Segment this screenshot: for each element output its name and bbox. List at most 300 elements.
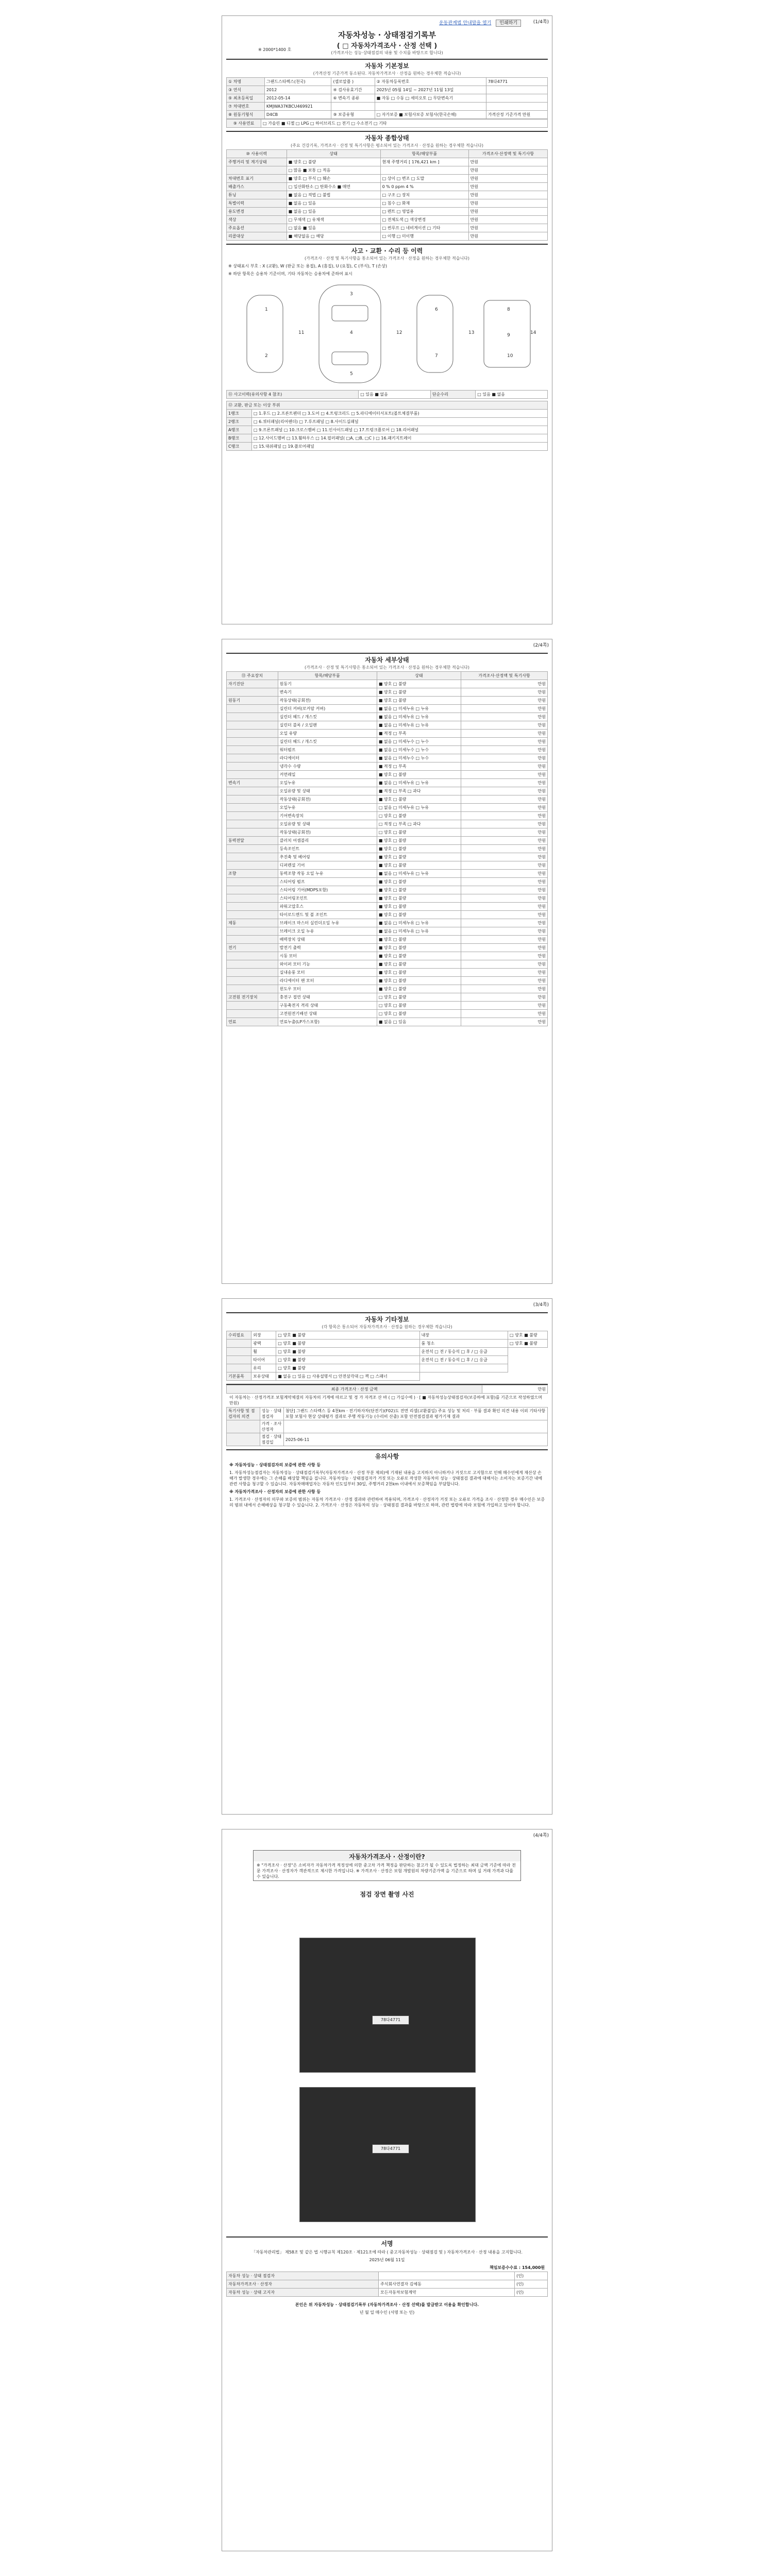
detail-cell <box>227 754 278 762</box>
state-row-cell: □ 침수 □ 화재 <box>380 199 468 208</box>
detail-cell: 스티어링조인트 <box>278 894 377 903</box>
opinion-amount: 만원 <box>482 1385 548 1394</box>
state-row <box>227 166 548 175</box>
detail-col-header: 상태 <box>377 672 461 680</box>
detail-cell <box>227 878 278 886</box>
detail-cell <box>227 721 278 730</box>
basic-row-cell: ④ 검사유효기간 <box>331 86 375 94</box>
replace-row-cell: 2랭크 <box>227 418 252 426</box>
detail-cell: ■ 양호 □ 불량 <box>377 771 461 779</box>
detail-row <box>227 812 548 820</box>
signer-row-cell: (인) <box>515 2289 548 2297</box>
state-row-cell: □ 구조 □ 장치 <box>380 191 468 199</box>
basic-row-cell: 2012 <box>264 86 331 94</box>
replace-row <box>227 426 548 434</box>
state-header: 자동차 종합상태 <box>365 134 409 142</box>
basic-row-cell: □ 자가보증 ■ 보험사보증 보험사(한국손해) <box>375 111 486 119</box>
detail-cell: ■ 양호 □ 불량 <box>377 688 461 697</box>
detail-cell: ■ 없음 □ 미세누유 □ 누유 <box>377 713 461 721</box>
detail-cell: 발전기 출력 <box>278 944 377 952</box>
state-row-cell: 배출가스 <box>227 183 287 191</box>
detail-cell: □ 양호 □ 불량 <box>377 1002 461 1010</box>
detail-row <box>227 680 548 688</box>
state-row-cell: □ 썬루프 □ 네비게이션 □ 기타 <box>380 224 468 232</box>
state-row <box>227 199 548 208</box>
print-button[interactable]: 인쇄하기 <box>496 20 521 27</box>
detail-cell: 커먼레일 <box>278 771 377 779</box>
detail-price-cell: 만원 <box>461 721 547 730</box>
signer-row-cell: 자동차가격조사 · 산정자 <box>227 2280 379 2289</box>
state-row-cell: □ 없음 ■ 있음 <box>287 224 380 232</box>
misc-row <box>227 1340 548 1348</box>
detail-cell <box>227 713 278 721</box>
detail-cell: 실린더 헤드 / 개스킷 <box>278 713 377 721</box>
detail-cell: ■ 양호 □ 불량 <box>377 952 461 960</box>
state-row-cell <box>380 166 468 175</box>
rear-photo <box>299 2087 476 2222</box>
info-box-header: 자동차가격조사 · 산정이란? <box>254 1851 520 1861</box>
detail-col-header: 항목/해당부품 <box>278 672 377 680</box>
detail-price-cell: 만원 <box>461 845 547 853</box>
front-plate: 78다4771 <box>372 2015 409 2025</box>
sign-row-cell: 가격 · 조사산정자 <box>260 1420 283 1433</box>
rear-plate: 78다4771 <box>372 2144 409 2154</box>
detail-cell: ■ 양호 □ 불량 <box>377 680 461 688</box>
detail-row <box>227 697 548 705</box>
misc-row-cell: 내장 <box>419 1331 508 1340</box>
detail-row <box>227 705 548 713</box>
detail-cell: 스티어링 펌프 <box>278 878 377 886</box>
detail-row <box>227 1002 548 1010</box>
accident-legend-2: ※ 하단 항목은 승용차 기준이며, 기타 자동차는 승용차에 준하여 표시 <box>228 272 352 276</box>
basic-row-cell: ⑨ 보증유형 <box>331 111 375 119</box>
detail-row <box>227 779 548 787</box>
replace-row <box>227 443 548 451</box>
detail-cell: 오일유량 및 상태 <box>278 787 377 795</box>
detail-row <box>227 804 548 812</box>
detail-cell: 고전원 전기장치 <box>227 993 278 1002</box>
state-row-cell: □ 전체도색 □ 색상변경 <box>380 216 468 224</box>
document-note: (가격조사는 성능·상태점검의 내용 및 수치를 바탕으로 합니다) <box>331 50 443 55</box>
detail-row <box>227 936 548 944</box>
detail-row <box>227 894 548 903</box>
detail-cell: 스티어링 기어(MDPS포함) <box>278 886 377 894</box>
caution-section <box>226 1449 548 1509</box>
signer-table <box>226 2272 548 2297</box>
detail-cell: 원동기 <box>278 680 377 688</box>
detail-row <box>227 820 548 828</box>
misc-row-cell <box>227 1340 251 1348</box>
signer-row-cell <box>379 2272 515 2280</box>
detail-cell: ■ 양호 □ 불량 <box>377 960 461 969</box>
replace-row-cell: □ 9.프론트패널 □ 10.크로스멤버 □ 11.인사이드패널 □ 17.트렁크플로어 □ 18.리어패널 <box>252 426 548 434</box>
detail-row <box>227 911 548 919</box>
state-row-cell: 만원 <box>468 208 547 216</box>
misc-row <box>227 1331 548 1340</box>
sign-table <box>226 1407 548 1446</box>
detail-price-cell: 만원 <box>461 927 547 936</box>
detail-cell: 워터펌프 <box>278 746 377 754</box>
caution-text-2: 1. 가격조사 · 산정자의 의무와 보증의 범위는 자동차 가격조사 · 산정 결과와 관련하여 적용되며, 가격조사 · 산정자가 거짓 또는 오류로 가격을 조사 · 산정한 경우 매수인은 보증의 범위 내에서 손해배상을 청구할 수 있습니다. 2. 가격조사 · 산정은 자동차의 성능 · 상태점검 결과를 바탕으로 하며, 관련 법령에 따라 보험에 가입하고 있어야 합니다. <box>229 1497 545 1507</box>
detail-price-cell: 만원 <box>461 861 547 870</box>
misc-row-cell: 운전석 □ 전 / 동승석 □ 후 / □ 응급 <box>419 1348 508 1356</box>
detail-cell: 파워고압호스 <box>278 903 377 911</box>
state-row-cell: 색상 <box>227 216 287 224</box>
detail-price-cell: 만원 <box>461 697 547 705</box>
replace-row <box>227 434 548 443</box>
detail-cell: ■ 없음 □ 미세누수 □ 누수 <box>377 754 461 762</box>
misc-row-cell <box>227 1364 251 1372</box>
detail-price-cell: 만원 <box>461 713 547 721</box>
state-row-cell: 튜닝 <box>227 191 287 199</box>
diagram-label: 3 <box>350 292 353 297</box>
state-row-cell: 주행거리 및 계기상태 <box>227 158 287 166</box>
detail-price-cell: 만원 <box>461 944 547 952</box>
detail-row <box>227 944 548 952</box>
detail-note: (가격조사 · 산정 및 특기사항은 통소되어 있는 가격조사 · 산정을 원하는 경우체한 적습니다) <box>304 665 470 670</box>
misc-row-cell: □ 양호 ■ 불량 <box>508 1340 548 1348</box>
misc-section <box>226 1312 548 1381</box>
detail-cell: ■ 양호 □ 불량 <box>377 944 461 952</box>
misc-row-cell: □ 양호 ■ 불량 <box>276 1364 419 1372</box>
misc-row-cell: 유리 <box>251 1364 276 1372</box>
accident-header: 사고 · 교환 · 수리 등 이력 <box>351 247 423 255</box>
document-number: ※ 2000*1400 호 <box>258 47 292 52</box>
misc-row-cell: 보유상태 <box>251 1372 276 1381</box>
detail-cell: 라디에이터 <box>278 754 377 762</box>
basic-row <box>227 86 548 94</box>
replace-row-cell: □ 1.후드 □ 2.프론트펜더 □ 3.도어 □ 4.트렁크리드 □ 5.라디에이터서포트(볼트체결부품) <box>252 410 548 418</box>
detail-cell <box>227 1010 278 1018</box>
sign-row-cell: 점검 · 상태점검일 <box>260 1433 283 1446</box>
detail-row <box>227 927 548 936</box>
detail-cell: 작동상태(공회전) <box>278 795 377 804</box>
detail-cell <box>227 845 278 853</box>
detail-cell <box>227 911 278 919</box>
detail-price-cell: 만원 <box>461 795 547 804</box>
detail-cell: 와이퍼 모터 기능 <box>278 960 377 969</box>
state-row-cell: ■ 없음 □ 있음 <box>287 199 380 208</box>
basic-row-cell: ② 자동차등록번호 <box>375 78 486 86</box>
misc-note: (각 항목은 통소되어 자동차가격조사 · 산정을 원하는 경우체한 적습니다) <box>322 1325 452 1329</box>
misc-row <box>227 1372 548 1381</box>
page-1 <box>222 15 552 624</box>
detail-row <box>227 738 548 746</box>
detail-row <box>227 993 548 1002</box>
detail-row <box>227 870 548 878</box>
replace-header: ⑫ 교환, 판금 또는 이상 부위 <box>227 401 548 410</box>
detail-price-cell: 만원 <box>461 969 547 977</box>
detail-row <box>227 919 548 927</box>
detail-cell <box>227 903 278 911</box>
detail-row <box>227 746 548 754</box>
state-row-cell: 차대번호 표기 <box>227 175 287 183</box>
diagram-label: 8 <box>507 307 510 312</box>
state-row-cell: 만원 <box>468 158 547 166</box>
detail-cell: 실내송풍 모터 <box>278 969 377 977</box>
replace-row-cell: C랭크 <box>227 443 252 451</box>
sign-row <box>227 1433 548 1446</box>
detail-price-cell: 만원 <box>461 730 547 738</box>
basic-row-cell: ⑥ 변속기 종류 <box>331 94 375 103</box>
detail-price-cell: 만원 <box>461 812 547 820</box>
state-row-cell: 0 % 0 ppm 4 % <box>380 183 468 191</box>
replace-row <box>227 410 548 418</box>
detail-cell: □ 양호 □ 불량 <box>377 1010 461 1018</box>
state-col-header: ⑩ 사용이력 <box>227 150 287 158</box>
detail-cell: ■ 적정 □ 부족 <box>377 762 461 771</box>
fee-label: 책임보증수수료 : 154,000원 <box>489 2265 545 2270</box>
basic-row-cell: ③ 연식 <box>227 86 265 94</box>
detail-row <box>227 985 548 993</box>
diagram-label: 11 <box>298 330 305 335</box>
detail-row <box>227 878 548 886</box>
opinion-section <box>226 1384 548 1446</box>
detail-cell: 등속조인트 <box>278 845 377 853</box>
misc-row-cell: ■ 없음 □ 있음 □ 사용설명서 □ 안전삼각대 □ 잭 □ 스패너 <box>276 1372 419 1381</box>
detail-cell: ■ 양호 □ 불량 <box>377 969 461 977</box>
detail-row <box>227 754 548 762</box>
state-row <box>227 208 548 216</box>
diagram-label: 7 <box>435 353 438 359</box>
misc-row-cell: 기본품목 <box>227 1372 251 1381</box>
diagram-label: 5 <box>350 371 353 377</box>
detail-price-cell: 만원 <box>461 878 547 886</box>
replace-row <box>227 418 548 426</box>
detail-cell: ■ 없음 □ 미세누수 □ 누수 <box>377 746 461 754</box>
detail-cell: ■ 양호 □ 불량 <box>377 853 461 861</box>
detail-price-cell: 만원 <box>461 804 547 812</box>
basic-row-cell: 78다4771 <box>486 78 547 86</box>
state-row-cell: 특별이력 <box>227 199 287 208</box>
state-col-header: 항목/해당부품 <box>380 150 468 158</box>
detail-cell: ■ 양호 □ 불량 <box>377 903 461 911</box>
basic-row-cell: (셀로알플 ) <box>331 78 375 86</box>
detail-cell: ■ 양호 □ 불량 <box>377 936 461 944</box>
sign-header: 서명 <box>226 2236 548 2248</box>
misc-header: 자동차 기타정보 <box>365 1316 409 1323</box>
state-row-cell: 용도변경 <box>227 208 287 216</box>
state-row <box>227 158 548 166</box>
state-row-cell: 만원 <box>468 166 547 175</box>
detail-price-cell: 만원 <box>461 886 547 894</box>
accident-note: (가격조사 · 산정 및 특기사항을 통소되어 있는 가격조사 · 산정을 원하는 경우체한 적습니다) <box>304 256 470 261</box>
detail-price-cell: 만원 <box>461 688 547 697</box>
detail-cell: ■ 양호 □ 불량 <box>377 795 461 804</box>
state-row <box>227 232 548 241</box>
state-row-cell: 현재 주행거리 [ 176,421 km ] <box>380 158 468 166</box>
detail-cell: 작동상태(공회전) <box>278 828 377 837</box>
diagram-label: 10 <box>507 353 513 359</box>
detail-cell: 구동축전지 격리 상태 <box>278 1002 377 1010</box>
info-box-text: ※ "가격조사 · 산정"은 소비자가 자동차가격 적정성에 의한 중고차 가격 책정을 판단하는 참고가 될 수 있도록 법정하는 최대 금액 기준에 따라 전문 가격조사 · 산정자가 객관적으로 제시한 가격입니다. ※ 가격조사 · 산정은 보험 개발원의 차량기준가액 을 기준으로 하며 실 거래 가격과 다를 수 있습니다. <box>257 1863 516 1879</box>
basic-row-cell: ⑤ 최초등록일 <box>227 94 265 103</box>
detail-cell <box>227 853 278 861</box>
detail-cell <box>227 705 278 713</box>
misc-row <box>227 1364 548 1372</box>
detail-cell <box>227 730 278 738</box>
diagram-label: 9 <box>507 333 510 338</box>
detail-cell: ■ 양호 □ 불량 <box>377 837 461 845</box>
basic-row-cell: KMJWA37KBCU469921 <box>264 103 331 111</box>
basic-info-table <box>226 77 548 119</box>
detail-price-cell: 만원 <box>461 919 547 927</box>
caution-text-1: 1. 자동차성능점검자는 자동차성능 · 상태점검기록부(자동차가격조사 · 산정 부분 제외)에 기재된 내용을 고지하지 아니하거나 거짓으로 고지함으로 인해 매수인에게 재산상 손해가 발생한 경우에는 그 손해를 배상할 책임을 집니다. 자동차성능 · 상태점검자가 거짓 또는 오류로 작성한 자동차의 성능 · 상태점검 결과에 대해서는 소비자는 보증기간 내에 관련 사항을 청구할 수 있습니다. 자동차매매업자는 자동차 인도일부터 30일, 주행거리 2천km 이내에서 보증책임을 부담합니다. <box>229 1470 543 1486</box>
misc-row-cell: □ 양호 ■ 불량 <box>276 1340 419 1348</box>
detail-header: 자동차 세부상태 <box>365 656 409 664</box>
detail-cell <box>227 787 278 795</box>
detail-cell: ■ 없음 □ 있음 <box>377 1018 461 1026</box>
car-diagram-svg <box>226 280 546 388</box>
basic-info-section <box>226 59 548 128</box>
state-row-cell <box>227 166 287 175</box>
document-subtitle: ( □ 자동차가격조사 · 산정 선택 ) <box>337 42 438 50</box>
detail-cell: □ 적정 □ 부족 □ 과다 <box>377 820 461 828</box>
misc-row-cell <box>227 1356 251 1364</box>
detail-price-cell: 만원 <box>461 746 547 754</box>
detail-col-header: ⑬ 주요장치 <box>227 672 278 680</box>
detail-cell: □ 양호 □ 불량 <box>377 812 461 820</box>
diagram-label: 4 <box>350 330 353 335</box>
detail-cell: ■ 없음 □ 미세누유 □ 누유 <box>377 927 461 936</box>
state-row-cell: □ 많음 ■ 보통 □ 적음 <box>287 166 380 175</box>
state-row <box>227 216 548 224</box>
basic-row-cell: ⑦ 차대번호 <box>227 103 265 111</box>
detail-cell: 동력조향 작동 오일 누유 <box>278 870 377 878</box>
detail-row <box>227 903 548 911</box>
detail-cell: ■ 양호 □ 불량 <box>377 886 461 894</box>
replace-row-cell: □ 6.쿼터패널(리어펜더) □ 7.루프패널 □ 8.사이드실패널 <box>252 418 548 426</box>
detail-cell <box>227 688 278 697</box>
sign-row <box>227 1408 548 1420</box>
detail-cell: ■ 없음 □ 미세누유 □ 누유 <box>377 870 461 878</box>
page-number: (3/4쪽) <box>533 1302 549 1308</box>
accident-cell: ⑪ 사고이력(유의사항 4 참조) <box>227 391 359 399</box>
detail-cell <box>227 960 278 969</box>
detail-price-cell: 만원 <box>461 754 547 762</box>
detail-cell: 연료누출(LP가스포함) <box>278 1018 377 1026</box>
state-table <box>226 149 548 241</box>
basic-info-note: (가격산정 기준가격 동소된다. 자동차가격조사 · 산정을 원하는 경우체한 적습니다) <box>313 71 461 76</box>
detail-cell: ■ 없음 □ 미세누유 □ 누유 <box>377 721 461 730</box>
detail-row <box>227 1018 548 1026</box>
state-row-cell: 만원 <box>468 175 547 183</box>
detail-cell <box>227 762 278 771</box>
detail-cell: ■ 양호 □ 불량 <box>377 878 461 886</box>
detail-cell: 동력전달 <box>227 837 278 845</box>
detail-cell: 실린더 커버(로커암 커버) <box>278 705 377 713</box>
detail-cell <box>227 795 278 804</box>
top-bar <box>439 19 521 26</box>
state-row-cell: 주요옵션 <box>227 224 287 232</box>
detail-section <box>226 653 548 1026</box>
detail-cell: ■ 양호 □ 불량 <box>377 977 461 985</box>
car-windshield <box>332 306 368 321</box>
state-row-cell: ■ 양호 □ 불량 <box>287 158 380 166</box>
signer-row-cell: 모든자동차보험계약 <box>379 2289 515 2297</box>
misc-row-cell: 수리필요 <box>227 1331 251 1340</box>
detail-row <box>227 721 548 730</box>
detail-cell <box>227 804 278 812</box>
detail-cell: 오일누유 <box>278 779 377 787</box>
detail-col-header: 가격조사·산정액 및 특기사항 <box>461 672 547 680</box>
state-row <box>227 175 548 183</box>
detail-row <box>227 828 548 837</box>
accident-table <box>226 390 548 399</box>
final-note: 본인은 위 자동차성능 · 상태점검기록부 (자동차가격조사 · 산정 선택)를 발급받고 이용을 확인합니다. <box>295 2302 479 2307</box>
misc-row-cell <box>419 1364 508 1372</box>
basic-row-cell <box>486 94 547 103</box>
page-3 <box>222 1298 552 1815</box>
detail-cell <box>227 927 278 936</box>
detail-price-cell: 만원 <box>461 936 547 944</box>
signer-row <box>227 2272 548 2280</box>
state-note: (주요 건강기록, 가격조사 · 산정 및 특기사항은 평소되어 있는 가격조사 · 산정을 원하는 경우체한 적습니다) <box>290 143 484 148</box>
help-link[interactable]: 운동관계법 안내말을 열기 <box>439 21 492 26</box>
detail-price-cell: 만원 <box>461 894 547 903</box>
detail-price-cell: 만원 <box>461 985 547 993</box>
signer-row <box>227 2289 548 2297</box>
detail-price-cell: 만원 <box>461 738 547 746</box>
detail-cell: ■ 양호 □ 불량 <box>377 911 461 919</box>
signer-row-cell: 주식회사연결자 김예동 <box>379 2280 515 2289</box>
info-box <box>253 1850 521 1881</box>
state-row-cell: 만원 <box>468 216 547 224</box>
misc-row-cell: □ 양호 ■ 불량 <box>276 1348 419 1356</box>
detail-cell: ■ 양호 □ 불량 <box>377 894 461 903</box>
page-number: (1/4쪽) <box>533 20 549 25</box>
detail-cell <box>227 861 278 870</box>
detail-row <box>227 1010 548 1018</box>
detail-price-cell: 만원 <box>461 870 547 878</box>
detail-cell: 변속기 <box>227 779 278 787</box>
detail-cell <box>227 977 278 985</box>
car-diagram <box>226 280 548 388</box>
detail-cell <box>227 1002 278 1010</box>
detail-cell: ■ 없음 □ 미세누유 □ 누유 <box>377 919 461 927</box>
detail-cell <box>227 985 278 993</box>
diagram-label: 1 <box>265 307 268 312</box>
basic-row-cell: ⑧ 원동기형식 <box>227 111 265 119</box>
diagram-label: 13 <box>468 330 475 335</box>
sign-row-cell: 특기사항 및 점검자의 의견 <box>227 1408 260 1420</box>
signer-row <box>227 2280 548 2289</box>
detail-cell <box>227 952 278 960</box>
page-number: (2/4쪽) <box>533 643 549 648</box>
basic-row-cell: 2012-05-14 <box>264 94 331 103</box>
state-row <box>227 183 548 191</box>
detail-cell: ■ 양호 □ 불량 <box>377 697 461 705</box>
basic-row-cell <box>331 103 375 111</box>
detail-cell: 작동상태(공회전) <box>278 697 377 705</box>
detail-price-cell: 만원 <box>461 828 547 837</box>
detail-price-cell: 만원 <box>461 779 547 787</box>
detail-cell: 오일 유량 <box>278 730 377 738</box>
detail-cell <box>227 886 278 894</box>
basic-row <box>227 111 548 119</box>
detail-cell: 추진축 및 베어링 <box>278 853 377 861</box>
detail-price-cell: 만원 <box>461 705 547 713</box>
car-rear-window <box>332 352 368 365</box>
state-row <box>227 191 548 199</box>
detail-cell: ■ 적정 □ 부족 <box>377 730 461 738</box>
state-row-cell: ■ 없음 □ 있음 <box>287 208 380 216</box>
detail-row <box>227 771 548 779</box>
diagram-label: 6 <box>435 307 438 312</box>
misc-row-cell: □ 양호 ■ 불량 <box>276 1331 419 1340</box>
detail-cell: 연료 <box>227 1018 278 1026</box>
signer-row-cell: 자동차 성능 · 상태 고지자 <box>227 2289 379 2297</box>
